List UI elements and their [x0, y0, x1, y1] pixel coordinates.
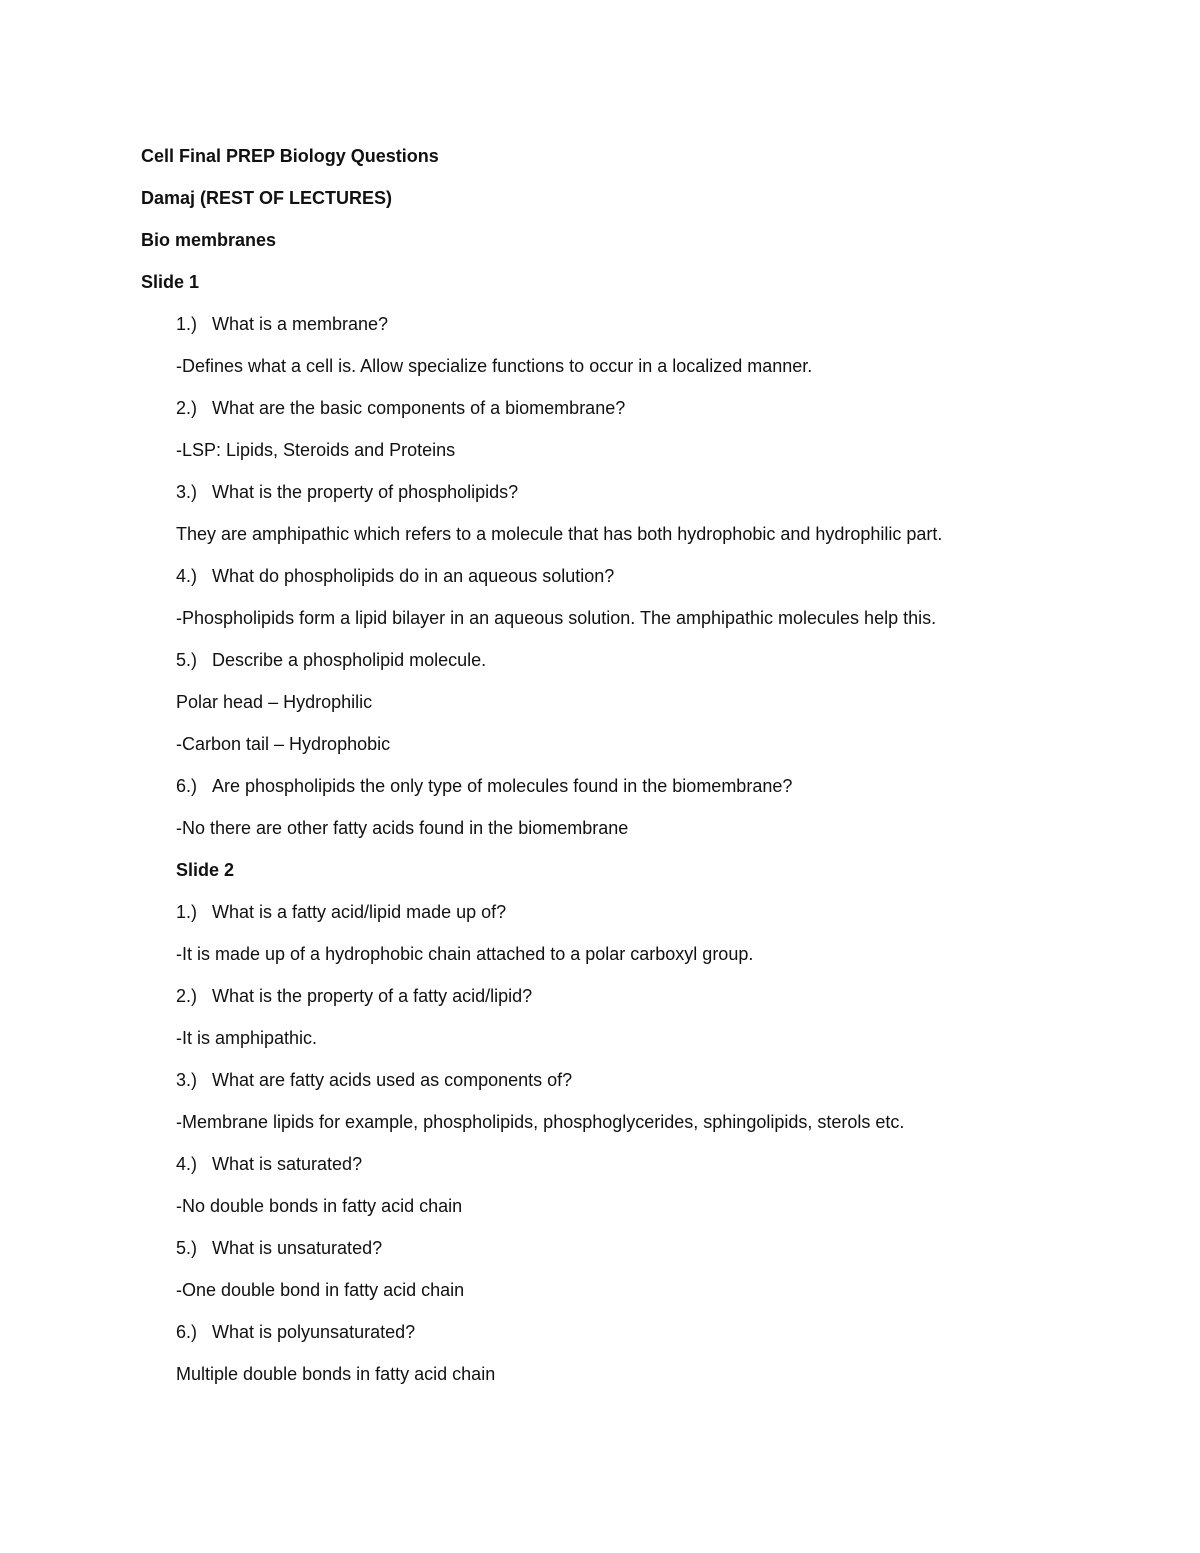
slide-2-question-3 — [176, 1069, 572, 1091]
question-text: What is polyunsaturated? — [212, 1322, 416, 1342]
document-subtitle: Damaj (REST OF LECTURES) — [141, 188, 393, 208]
question-text: What is a membrane? — [212, 314, 389, 334]
slide-2-question-6 — [176, 1321, 415, 1343]
slide-2-answer-6: Multiple double bonds in fatty acid chain — [176, 1364, 496, 1384]
question-number: 1.) — [176, 314, 198, 334]
question-text: Describe a phospholipid molecule. — [212, 650, 487, 670]
question-text: Are phospholipids the only type of molecules found in the biomembrane? — [212, 776, 793, 796]
slide-1-answer-5b: -Carbon tail – Hydrophobic — [176, 734, 391, 754]
question-number: 2.) — [176, 398, 198, 418]
slide-1-question-1 — [176, 313, 388, 335]
question-number: 5.) — [176, 1238, 198, 1258]
slide-1-question-4 — [176, 565, 614, 587]
question-text: What is a fatty acid/lipid made up of? — [212, 902, 507, 922]
question-number: 3.) — [176, 1070, 198, 1090]
question-number: 4.) — [176, 566, 198, 586]
question-text: What is the property of phospholipids? — [212, 482, 519, 502]
slide-2-heading: Slide 2 — [176, 860, 235, 880]
slide-2-question-2 — [176, 985, 532, 1007]
slide-1-answer-5a: Polar head – Hydrophilic — [176, 692, 373, 712]
slide-2-answer-5: -One double bond in fatty acid chain — [176, 1280, 465, 1300]
question-number: 3.) — [176, 482, 198, 502]
question-number: 1.) — [176, 902, 198, 922]
slide-1-question-5 — [176, 649, 486, 671]
question-number: 6.) — [176, 1322, 198, 1342]
slide-1-answer-2: -LSP: Lipids, Steroids and Proteins — [176, 440, 456, 460]
slide-1-answer-6: -No there are other fatty acids found in the biomembrane — [176, 818, 629, 838]
slide-1-heading: Slide 1 — [141, 272, 200, 292]
question-text: What is saturated? — [212, 1154, 363, 1174]
slide-2-answer-2: -It is amphipathic. — [176, 1028, 318, 1048]
slide-1-answer-4: -Phospholipids form a lipid bilayer in an aqueous solution. The amphipathic molecules help this. — [176, 608, 937, 628]
slide-1-question-2 — [176, 397, 625, 419]
slide-1-answer-3: They are amphipathic which refers to a molecule that has both hydrophobic and hydrophilic part. — [176, 524, 943, 544]
question-number: 2.) — [176, 986, 198, 1006]
question-number: 6.) — [176, 776, 198, 796]
slide-2-answer-1: -It is made up of a hydrophobic chain attached to a polar carboxyl group. — [176, 944, 754, 964]
document-topic: Bio membranes — [141, 230, 277, 250]
slide-2-question-4 — [176, 1153, 362, 1175]
question-text: What are fatty acids used as components of? — [212, 1070, 573, 1090]
slide-2-question-5 — [176, 1237, 382, 1259]
document-title: Cell Final PREP Biology Questions — [141, 146, 439, 166]
question-number: 5.) — [176, 650, 198, 670]
slide-1-question-6 — [176, 775, 792, 797]
question-text: What do phospholipids do in an aqueous solution? — [212, 566, 615, 586]
question-text: What is the property of a fatty acid/lipid? — [212, 986, 533, 1006]
question-text: What are the basic components of a biomembrane? — [212, 398, 626, 418]
question-text: What is unsaturated? — [212, 1238, 383, 1258]
question-number: 4.) — [176, 1154, 198, 1174]
slide-2-answer-3: -Membrane lipids for example, phospholipids, phosphoglycerides, sphingolipids, sterols etc. — [176, 1112, 905, 1132]
slide-2-answer-4: -No double bonds in fatty acid chain — [176, 1196, 463, 1216]
slide-1-answer-1: -Defines what a cell is. Allow specialize functions to occur in a localized manner. — [176, 356, 813, 376]
slide-2-question-1 — [176, 901, 506, 923]
slide-1-question-3 — [176, 481, 518, 503]
